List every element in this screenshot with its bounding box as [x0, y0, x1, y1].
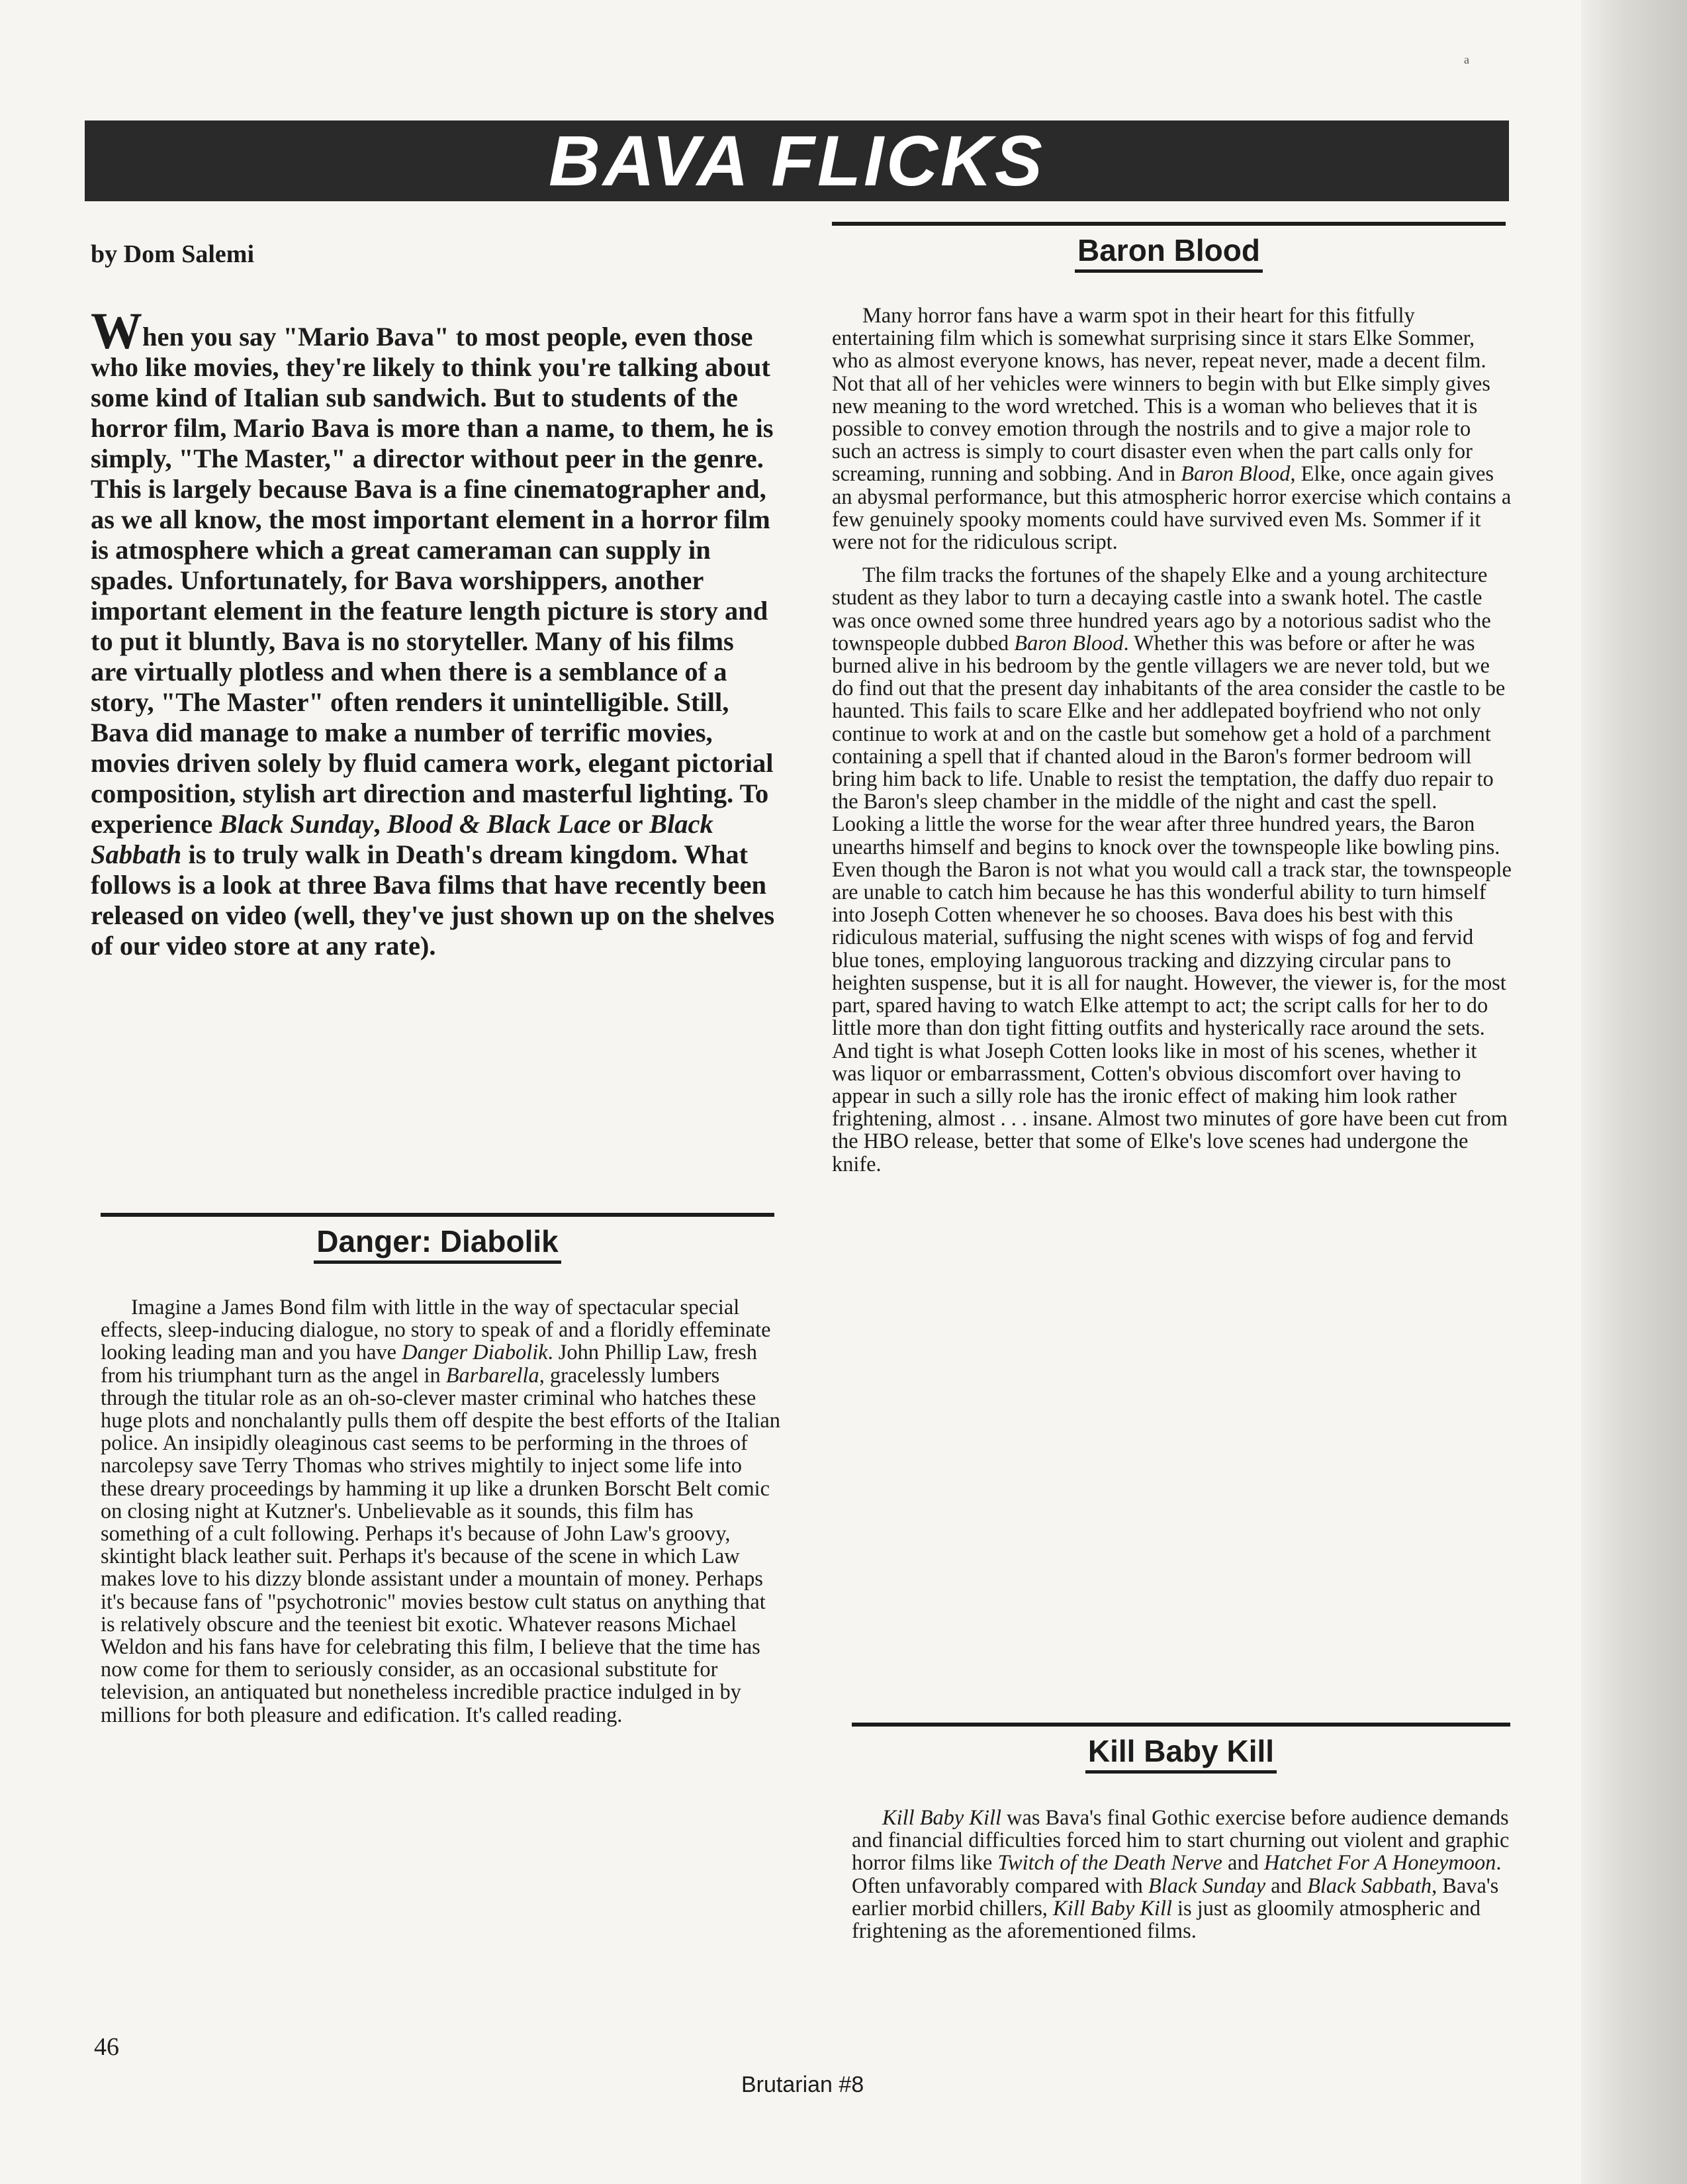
- text-run: and: [1265, 1874, 1308, 1898]
- section-header-kill-baby-kill: [852, 1723, 1510, 1774]
- intro-text: [91, 322, 774, 961]
- italic-title: Black Sabbath: [91, 809, 713, 869]
- italic-title: Hatchet For A Honeymoon: [1263, 1851, 1496, 1875]
- magazine-footer: Brutarian #8: [741, 2072, 864, 2097]
- text-run: ,: [373, 809, 387, 839]
- italic-title: Barbarella: [445, 1363, 539, 1388]
- section-body-baron-blood: [832, 305, 1515, 1176]
- text-run: is to truly walk in Death's dream kingdom. What follows is a look at three Bava films that have recently been released on video (well, they've just shown up on the shelves of our video store at any rate).: [91, 839, 775, 961]
- italic-title: Black Sunday: [1148, 1874, 1266, 1898]
- section-title-baron-blood: Baron Blood: [1075, 232, 1263, 273]
- section-header-baron-blood: [832, 222, 1506, 273]
- italic-title: Black Sunday: [219, 809, 374, 839]
- italic-title: Blood & Black Lace: [387, 809, 612, 839]
- paragraph: [832, 564, 1515, 1175]
- section-body-kill-baby-kill: [852, 1807, 1517, 1942]
- drop-cap: W: [91, 302, 142, 359]
- section-title-danger-diabolik: Danger: Diabolik: [314, 1223, 561, 1264]
- text-run: or: [611, 809, 650, 839]
- article-title: BAVA FLICKS: [549, 120, 1045, 201]
- section-title-kill-baby-kill: Kill Baby Kill: [1085, 1733, 1277, 1774]
- text-run: Many horror fans have a warm spot in their heart for this fitfully entertaining film which is somewhat surprising since it stars Elke Sommer, who as almost everyone knows, has never, repeat never, made a decent film. Not that all of her vehicles were winners to begin with but Elke simply gives new meaning to the word wretched. This is a woman who believes that it is possible to convey emotion through the nostrils and to give a major role to such an actress is simply to court disaster even when the part calls only for screaming, running and sobbing. And in: [832, 304, 1490, 487]
- text-run: Imagine a James Bond film with little in the way of spectacular special effects, sleep-inducing dialogue, no story to speak of and a floridly effeminate looking leading man and you have: [101, 1296, 771, 1365]
- italic-title: Kill Baby Kill: [882, 1806, 1001, 1830]
- paragraph: [832, 305, 1515, 553]
- intro-paragraph: [91, 302, 776, 961]
- corner-mark: a: [1464, 53, 1469, 66]
- text-run: . Often unfavorably compared with: [852, 1851, 1502, 1898]
- italic-title: Baron Blood: [1014, 631, 1124, 655]
- text-run: was Bava's final Gothic exercise before audience demands and financial difficulties forced him to start churning out violent and graphic horror films like: [852, 1806, 1510, 1875]
- text-run: . Whether this was before or after he was burned alive in his bedroom by the gentle villagers we are never told, but we do find out that the present day inhabitants of the area consider the castle to be haunted. This fails to scare Elke and her addlepated boyfriend who not only continue to work at and on the castle but somehow get a hold of a parchment containing a spell that if chanted aloud in the Baron's former bedroom will bring him back to life. Unable to resist the temptation, the daffy duo repair to the Baron's sleep chamber in the middle of the night and cast the spell. Looking a little the worse for the wear after three hundred years, the Baron unearths himself and begins to knock over the townspeople like bowling pins. Even though the Baron is not what you would call a track star, the townspeople are unable to catch him because he has this wonderful ability to turn himself into Joseph Cotten whenever he so chooses. Bava does his best with this ridiculous material, suffusing the night scenes with wisps of fog and fervid blue tones, employing languorous tracking and dizzying circular pans to heighten suspense, but it is all for naught. However, the viewer is, for the most part, spared having to watch Elke attempt to act; the script calls for her to do little more than don tight fitting outfits and hysterically race around the sets. And tight is what Joseph Cotten looks like in most of his scenes, whether it was liquor or embarrassment, Cotten's obvious discomfort over having to appear in such a silly role has the ironic effect of making him look rather frightening, almost . . . insane. Almost two minutes of gore have been cut from the HBO release, better that some of Elke's love scenes had undergone the knife.: [832, 631, 1512, 1176]
- paragraph: [101, 1296, 784, 1727]
- italic-title: Kill Baby Kill: [1053, 1896, 1172, 1921]
- text-run: , Bava's earlier morbid chillers,: [852, 1874, 1499, 1921]
- page-spine-shadow: [1581, 0, 1687, 2184]
- italic-title: Danger Diabolik: [402, 1341, 548, 1365]
- title-banner: [85, 120, 1509, 201]
- section-header-danger-diabolik: [101, 1213, 774, 1264]
- italic-title: Twitch of the Death Nerve: [997, 1851, 1222, 1875]
- paragraph: [852, 1807, 1517, 1942]
- text-run: and: [1222, 1851, 1264, 1875]
- text-run: , Elke, once again gives an abysmal performance, but this atmospheric horror exercise which contains a few genuinely spooky moments could have survived even Ms. Sommer if it were not for the ridiculous script.: [832, 462, 1512, 555]
- italic-title: Black Sabbath: [1307, 1874, 1432, 1898]
- text-run: . John Phillip Law, fresh from his triumphant turn as the angel in: [101, 1341, 757, 1388]
- text-run: The film tracks the fortunes of the shapely Elke and a young architecture student as they labor to turn a decaying castle into a swank hotel. The castle was once owned some three hundred years ago by a notorious sadist who the townspeople dubbed: [832, 563, 1491, 655]
- text-run: is just as gloomily atmospheric and frightening as the aforementioned films.: [852, 1896, 1481, 1944]
- text-run: , gracelessly lumbers through the titular role as an oh-so-clever master criminal who hatches these huge plots and nonchalantly pulls them off despite the best efforts of the Italian police. An insipidly oleaginous cast seems to be performing in the throes of narcolepsy save Terry Thomas who strives mightily to inject some life into these dreary proceedings by hamming it up like a drunken Borscht Belt comic on closing night at Kutzner's. Unbelievable as it sounds, this film has something of a cult following. Perhaps it's because of John Law's groovy, skintight black leather suit. Perhaps it's because of the scene in which Law makes love to his dizzy blonde assistant under a mountain of money. Perhaps it's because fans of "psychotronic" movies bestow cult status on anything that is relatively obscure and the teeniest bit exotic. Whatever reasons Michael Weldon and his fans have for celebrating this film, I believe that the time has now come for them to seriously consider, as an occasional substitute for television, an antiquated but nonetheless incredible practice indulged in by millions for both pleasure and edification. It's called reading.: [101, 1363, 780, 1727]
- byline: by Dom Salemi: [91, 240, 254, 268]
- page-number: 46: [94, 2033, 119, 2061]
- italic-title: Baron Blood: [1181, 462, 1291, 487]
- section-body-danger-diabolik: [101, 1296, 784, 1727]
- text-run: hen you say "Mario Bava" to most people, even those who like movies, they're likely to think you're talking about some kind of Italian sub sandwich. But to students of the horror film, Mario Bava is more than a name, to them, he is simply, "The Master," a director without peer in the genre. This is largely because Bava is a fine cinematographer and, as we all know, the most important element in a horror film is atmosphere which a great cameraman can supply in spades. Unfortunately, for Bava worshippers, another important element in the feature length picture is story and to put it bluntly, Bava is no storyteller. Many of his films are virtually plotless and when there is a semblance of a story, "The Master" often renders it unintelligible. Still, Bava did manage to make a number of terrific movies, movies driven solely by fluid camera work, elegant pictorial composition, stylish art direction and masterful lighting. To experience: [91, 322, 774, 839]
